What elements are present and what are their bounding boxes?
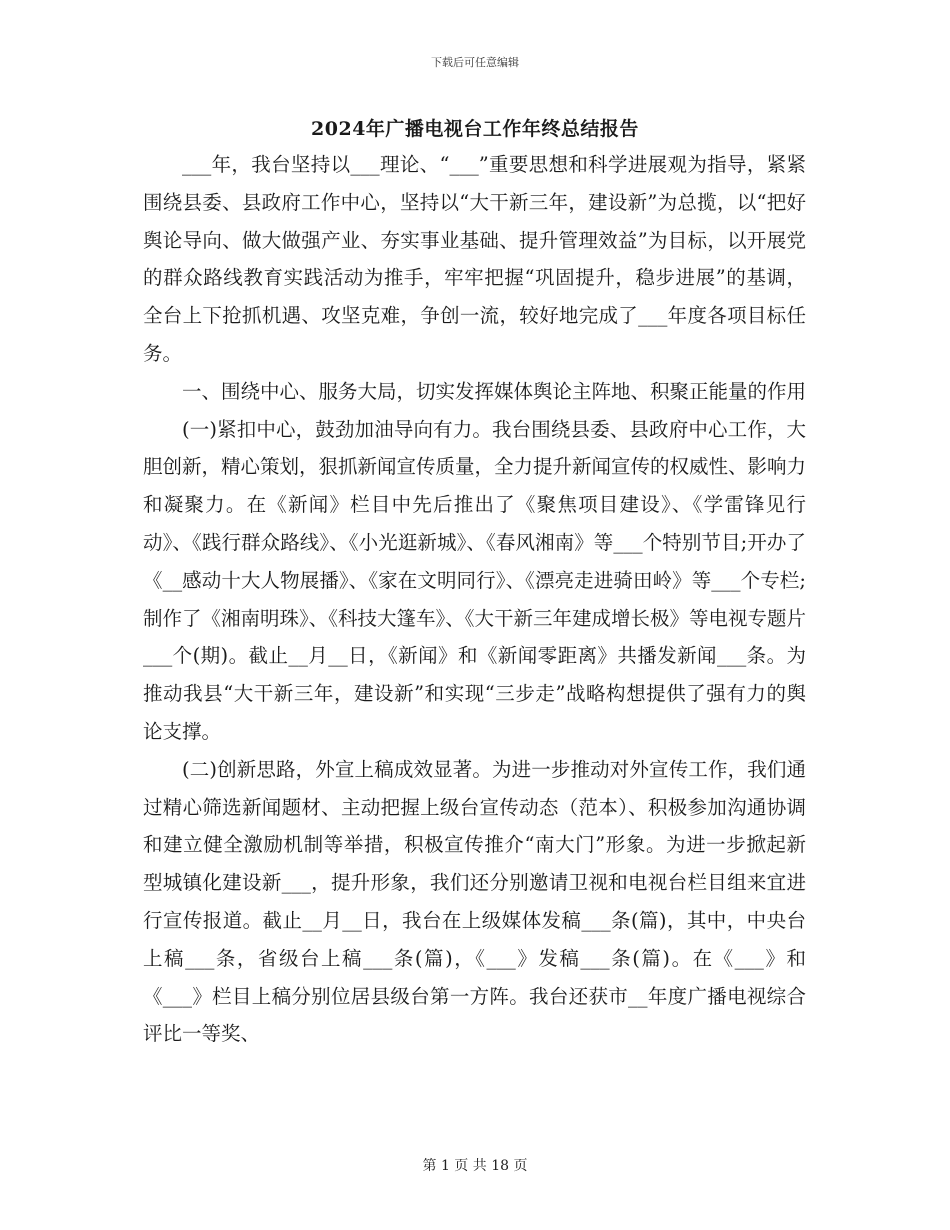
document-title: 2024年广播电视台工作年终总结报告: [311, 118, 639, 140]
document-body: [143, 146, 806, 1053]
page-number: 第 1 页 共 18 页: [422, 1158, 528, 1174]
section-heading-1: 一、围绕中心、服务大局，切实发挥媒体舆论主阵地、积聚正能量的作用: [182, 379, 807, 403]
paragraph-subsection-2: (二)创新思路，外宣上稿成效显著。为进一步推动对外宣传工作，我们通过精心筛选新闻题材、主动把握上级台宣传动态（范本）、积极参加沟通协调和建立健全激励机制等举措，积极宣传推介“南大门”形象。为进一步掀起新型城镇化建设新___，提升形象，我们还分别邀请卫视和电视台栏目组来宜进行宣传报道。截止__月__日，我台在上级媒体发稿___条(篇)，其中，中央台上稿___条，省级台上稿___条(篇)，《___》发稿___条(篇)。在《___》和《___》栏目上稿分别位居县级台第一方阵。我台还获市__年度广播电视综合评比一等奖、: [143, 757, 806, 1046]
page-header-note: 下载后可任意编辑: [431, 56, 519, 69]
paragraph-intro: ___年，我台坚持以___理论、“___”重要思想和科学进展观为指导，紧紧围绕县委、县政府工作中心，坚持以“大干新三年，建设新”为总揽，以“把好舆论导向、做大做强产业、夯实事业基础、提升管理效益”为目标，以开展党的群众路线教育实践活动为推手，牢牢把握“巩固提升，稳步进展”的基调，全台上下抢抓机遇、攻坚克难，争创一流，较好地完成了___年度各项目标任务。: [143, 153, 806, 365]
paragraph-subsection-1: (一)紧扣中心，鼓劲加油导向有力。我台围绕县委、县政府中心工作，大胆创新，精心策划，狠抓新闻宣传质量，全力提升新闻宣传的权威性、影响力和凝聚力。在《新闻》栏目中先后推出了《聚焦项目建设》、《学雷锋见行动》、《践行群众路线》、《小光逛新城》、《春风湘南》等___个特别节目;开办了《__感动十大人物展播》、《家在文明同行》、《漂亮走进骑田岭》等___个专栏;制作了《湘南明珠》、《科技大篷车》、《大干新三年建成增长极》等电视专题片___个(期)。截止__月__日，《新闻》和《新闻零距离》共播发新闻___条。为推动我县“大干新三年，建设新”和实现“三步走”战略构想提供了强有力的舆论支撑。: [143, 417, 807, 743]
